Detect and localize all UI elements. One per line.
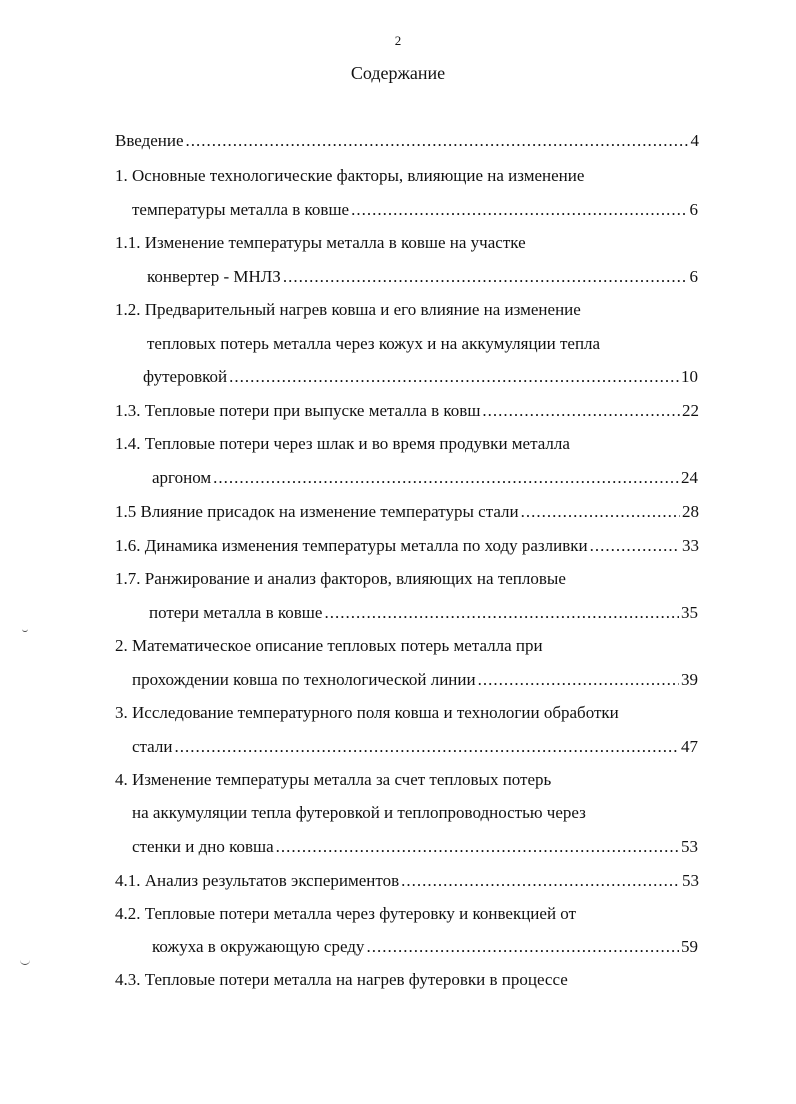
toc-entry-text: температуры металла в ковше — [132, 200, 350, 219]
toc-page-number: 4 — [690, 131, 699, 150]
toc-entry-1-7-line1: 1.7. Ранжирование и анализ факторов, влияющих на тепловые — [115, 569, 566, 588]
toc-page-number: 47 — [681, 737, 698, 756]
toc-entry-text: конвертер - МНЛЗ — [147, 267, 281, 286]
dot-leader — [478, 670, 679, 690]
dot-leader — [351, 200, 687, 220]
toc-entry-text: 1.3. Тепловые потери при выпуске металла в ковш — [115, 401, 481, 420]
toc-entry-1-1-line1: 1.1. Изменение температуры металла в ковше на участке — [115, 233, 526, 252]
toc-entry-2 — [132, 670, 698, 690]
toc-entry-text: 1.6. Динамика изменения температуры металла по ходу разливки — [115, 536, 588, 555]
toc-page-number: 28 — [682, 502, 699, 521]
toc-entry-1-7 — [149, 603, 698, 623]
toc-entry-intro — [115, 131, 699, 151]
toc-entry-text: стали — [132, 737, 173, 756]
toc-entry-1-4-line1: 1.4. Тепловые потери через шлак и во время продувки металла — [115, 434, 570, 453]
toc-entry-1-2 — [143, 367, 698, 387]
page-number: 2 — [394, 33, 402, 48]
toc-entry-4 — [132, 837, 698, 857]
toc-entry-text: аргоном — [152, 468, 212, 487]
dot-leader — [186, 131, 689, 151]
dot-leader — [213, 468, 679, 488]
toc-page-number: 39 — [681, 670, 698, 689]
toc-entry-text: прохождении ковша по технологической линии — [132, 670, 476, 689]
toc-page-number: 10 — [681, 367, 698, 386]
toc-entry-3 — [132, 737, 698, 757]
toc-page-number: 24 — [681, 468, 698, 487]
toc-entry-1 — [132, 200, 698, 220]
page-title: Содержание — [350, 63, 446, 83]
dot-leader — [229, 367, 679, 387]
dot-leader — [401, 871, 680, 891]
toc-entry-text: 1.5 Влияние присадок на изменение температуры стали — [115, 502, 519, 521]
dot-leader — [482, 401, 680, 421]
toc-entry-1-2-line1: 1.2. Предварительный нагрев ковша и его влияние на изменение — [115, 300, 581, 319]
dot-leader — [366, 937, 679, 957]
dot-leader — [283, 267, 688, 287]
toc-entry-1-line1: 1. Основные технологические факторы, влияющие на изменение — [115, 166, 585, 185]
toc-entry-1-2-line2: тепловых потерь металла через кожух и на аккумуляции тепла — [147, 334, 601, 353]
toc-entry-1-1 — [147, 267, 698, 287]
toc-entry-1-6 — [115, 536, 699, 556]
toc-entry-text: футеровкой — [143, 367, 228, 386]
dot-leader — [174, 737, 679, 757]
dot-leader — [521, 502, 680, 522]
toc-entry-3-line1: 3. Исследование температурного поля ковша и технологии обработки — [115, 703, 619, 722]
toc-page-number: 35 — [681, 603, 698, 622]
toc-entry-4-line2: на аккумуляции тепла футеровкой и теплопроводностью через — [132, 803, 586, 822]
toc-page-number: 53 — [681, 837, 698, 856]
toc-entry-1-4 — [152, 468, 698, 488]
toc-page-number: 33 — [682, 536, 699, 555]
toc-page-number: 59 — [681, 937, 698, 956]
toc-entry-2-line1: 2. Математическое описание тепловых потерь металла при — [115, 636, 543, 655]
toc-entry-text: 4.1. Анализ результатов экспериментов — [115, 871, 400, 890]
dot-leader — [276, 837, 679, 857]
toc-entry-1-3 — [115, 401, 699, 421]
toc-entry-4-2 — [152, 937, 698, 957]
toc-entry-4-3-line1: 4.3. Тепловые потери металла на нагрев футеровки в процессе — [115, 970, 568, 989]
toc-entry-text: Введение — [115, 131, 184, 150]
toc-entry-text: кожуха в окружающую среду — [152, 937, 365, 956]
toc-entry-4-2-line1: 4.2. Тепловые потери металла через футеровку и конвекцией от — [115, 904, 576, 923]
toc-entry-text: потери металла в ковше — [149, 603, 323, 622]
toc-entry-4-1 — [115, 871, 699, 891]
dot-leader — [324, 603, 679, 623]
toc-entry-text: стенки и дно ковша — [132, 837, 274, 856]
toc-page-number: 53 — [682, 871, 699, 890]
toc-page-number: 6 — [689, 267, 698, 286]
toc-entry-1-5 — [115, 502, 699, 522]
dot-leader — [590, 536, 680, 556]
toc-page-number: 6 — [689, 200, 698, 219]
toc-entry-4-line1: 4. Изменение температуры металла за счет тепловых потерь — [115, 770, 552, 789]
toc-page-number: 22 — [682, 401, 699, 420]
